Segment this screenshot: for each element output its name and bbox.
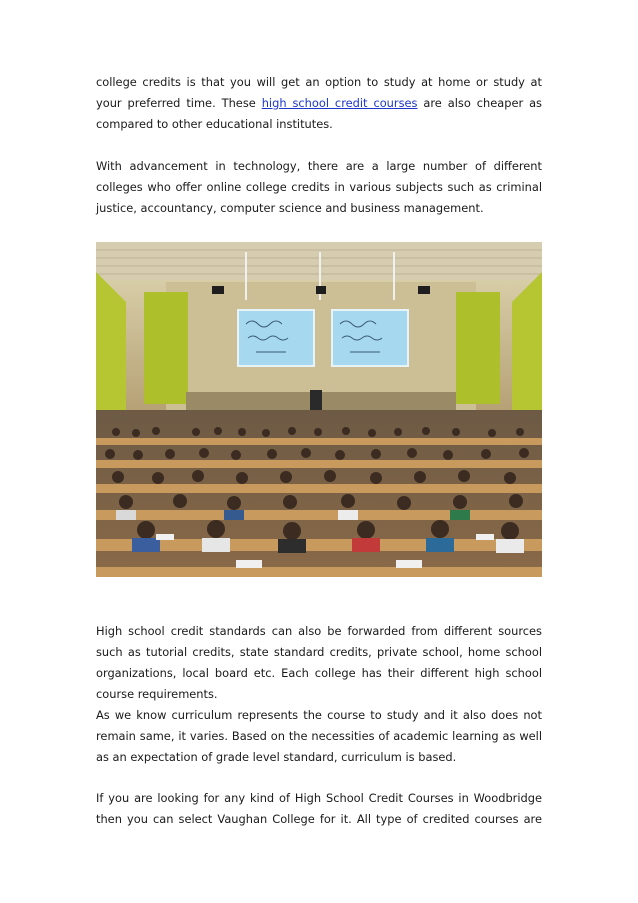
- paragraph-line: college credits is that you will get an option to study at home or study at: [96, 75, 542, 89]
- text-segment: your preferred time. These: [96, 96, 262, 110]
- lecture-hall-photo: [96, 242, 542, 577]
- text-segment: are also cheaper as: [417, 96, 542, 110]
- paragraph-technology: With advancement in technology, there are a large number of different colleges who offer online college credits in various subjects such as criminal justice, accountancy, computer science and business management.: [96, 159, 542, 215]
- paragraph-line: [96, 93, 542, 114]
- paragraph-standards: [96, 621, 542, 768]
- paragraph-text: High school credit standards can also be forwarded from different sources such as tutorial credits, state standard credits, private school, home school organizations, local board etc. Each college has their different high school course requirements.: [96, 624, 542, 701]
- paragraph-text: As we know curriculum represents the course to study and it also does not remain same, it varies. Based on the necessities of academic learning as well as an expectation of grade level standard, curriculum is based.: [96, 708, 542, 764]
- high-school-credit-courses-link[interactable]: high school credit courses: [261, 96, 418, 110]
- paragraph-online-credits: [96, 72, 542, 135]
- paragraph-line: compared to other educational institutes.: [96, 117, 333, 131]
- lecture-hall-photo-icon: [96, 242, 542, 577]
- paragraph-vaughan-college: If you are looking for any kind of High School Credit Courses in Woodbridge then you can select Vaughan College for it. All type of credited courses are: [96, 791, 542, 826]
